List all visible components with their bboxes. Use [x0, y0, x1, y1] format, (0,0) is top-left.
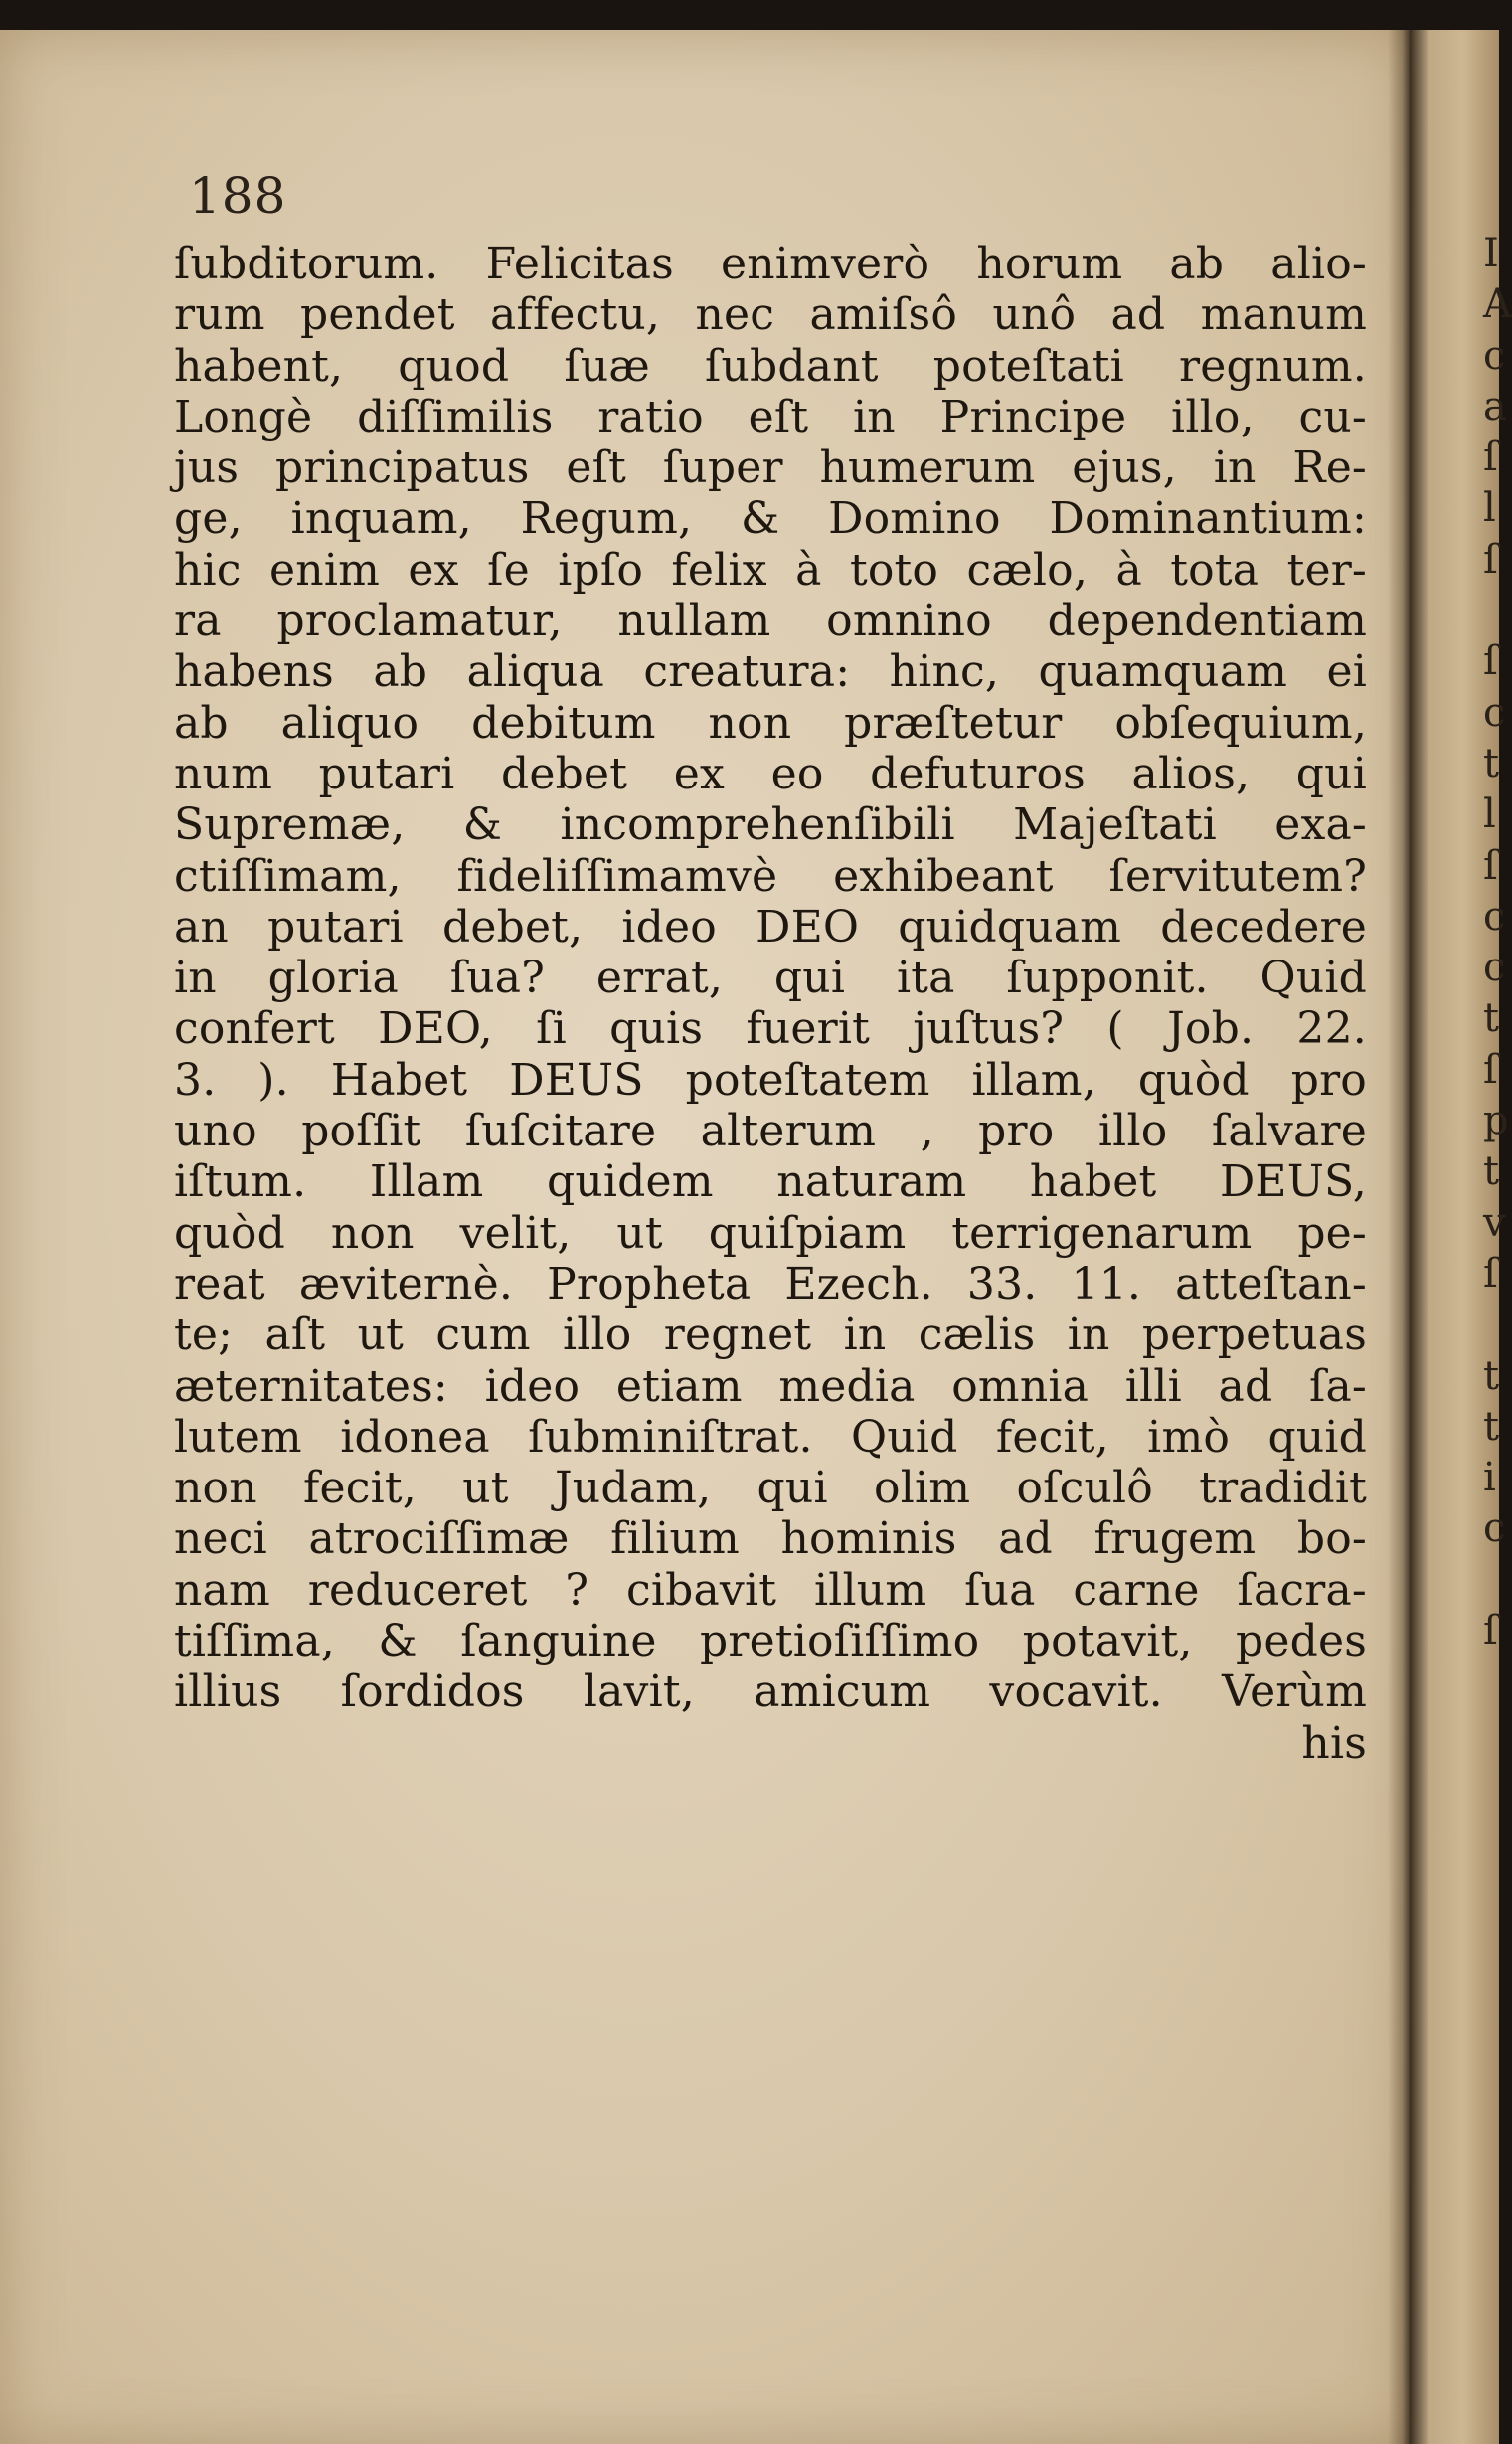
- text-line: æternitates: ideo etiam media omnia illi ad ſa-: [174, 1360, 1367, 1412]
- facing-letter: ſ: [1483, 1250, 1498, 1297]
- page-number: 188: [189, 167, 287, 225]
- text-line: Supremæ, & incomprehenſibili Majeſtati exa-: [174, 799, 1367, 851]
- facing-letter: t: [1483, 1352, 1500, 1399]
- text-line: reat æviternè. Propheta Ezech. 33. 11. atteſtan-: [174, 1258, 1367, 1309]
- text-line: non fecit, ut Judam, qui olim oſculô tradidit: [174, 1463, 1367, 1514]
- facing-letter: t: [1483, 995, 1500, 1042]
- facing-letter: [1483, 1300, 1499, 1350]
- facing-page-letters: [1483, 229, 1512, 1708]
- text-line: in gloria ſua? errat, qui ita ſupponit. Quid: [174, 953, 1367, 1004]
- facing-letter: c: [1483, 945, 1506, 991]
- text-line: an putari debet, ideo DEO quidquam decedere: [174, 901, 1367, 953]
- text-line: habens ab aliqua creatura: hinc, quamquam ei: [174, 646, 1367, 698]
- facing-letter: t: [1483, 740, 1500, 786]
- facing-letter: ſ: [1483, 1046, 1498, 1093]
- facing-letter: p: [1483, 1098, 1509, 1144]
- text-line: confert DEO, ſi quis fuerit juſtus? ( Job. 22.: [174, 1003, 1367, 1055]
- facing-letter: A: [1483, 281, 1512, 328]
- facing-letter: ſ: [1483, 536, 1498, 583]
- text-line: ab aliquo debitum non præſtetur obſequium,: [174, 697, 1367, 749]
- facing-letter: t: [1483, 1403, 1500, 1450]
- facing-letter: [1483, 586, 1499, 636]
- facing-letter: l: [1483, 791, 1496, 838]
- text-line: Longè diſſimilis ratio eſt in Principe illo, cu-: [174, 391, 1367, 442]
- text-line: quòd non velit, ut quiſpiam terrigenarum pe-: [174, 1207, 1367, 1259]
- text-line: ſubditorum. Felicitas enimverò horum ab alio-: [174, 239, 1367, 289]
- text-line: habent, quod ſuæ ſubdant poteſtati regnum.: [174, 340, 1367, 392]
- facing-letter: ſ: [1483, 842, 1498, 889]
- text-line: nam reduceret ? cibavit illum ſua carne ſacra-: [174, 1564, 1367, 1616]
- text-line: illius ſordidos lavit, amicum vocavit. Verùm: [174, 1666, 1367, 1718]
- facing-letter: [1483, 1555, 1499, 1606]
- facing-letter: v: [1483, 1199, 1506, 1246]
- text-line: ra proclamatur, nullam omnino dependentiam: [174, 596, 1367, 647]
- catchword: his: [1301, 1717, 1367, 1769]
- facing-letter: c: [1483, 332, 1506, 379]
- facing-letter: a: [1483, 383, 1507, 430]
- text-line: ctiſſimam, fideliſſimamvè exhibeant ſervitutem?: [174, 850, 1367, 902]
- text-line: tiſſima, & ſanguine pretioſiſſimo potavit, pedes: [174, 1616, 1367, 1667]
- facing-letter: [1483, 1657, 1499, 1707]
- text-line: neci atrociſſimæ filium hominis ad frugem bo-: [174, 1513, 1367, 1565]
- facing-letter: ſ: [1483, 1608, 1498, 1655]
- text-line: te; aſt ut cum illo regnet in cælis in perpetuas: [174, 1309, 1367, 1361]
- text-line: jus principatus eſt ſuper humerum ejus, in Re-: [174, 442, 1367, 494]
- page-gutter-shadow: [1388, 30, 1412, 2444]
- text-line: num putari debet ex eo defuturos alios, qui: [174, 748, 1367, 799]
- facing-letter: ſ: [1483, 638, 1498, 685]
- facing-letter: c: [1483, 689, 1506, 736]
- text-line: uno poſſit ſuſcitare alterum , pro illo ſalvare: [174, 1106, 1367, 1157]
- facing-letter: l: [1483, 485, 1496, 532]
- facing-letter: c: [1483, 1505, 1506, 1552]
- text-line: rum pendet affectu, nec amiſsô unô ad manum: [174, 289, 1367, 341]
- facing-letter: c: [1483, 893, 1506, 940]
- facing-letter: t: [1483, 1148, 1500, 1195]
- text-line: ge, inquam, Regum, & Domino Dominantium:: [174, 493, 1367, 545]
- text-line: hic enim ex ſe ipſo felix à toto cælo, à tota ter-: [174, 544, 1367, 596]
- text-line: lutem idonea ſubminiſtrat. Quid fecit, imò quid: [174, 1411, 1367, 1463]
- body-text: [174, 239, 1367, 1769]
- facing-letter: ſ: [1483, 435, 1498, 481]
- text-line: iſtum. Illam quidem naturam habet DEUS,: [174, 1156, 1367, 1208]
- text-line: 3. ). Habet DEUS poteſtatem illam, quòd pro: [174, 1054, 1367, 1106]
- facing-letter: i: [1483, 1455, 1496, 1501]
- facing-letter: I: [1483, 231, 1499, 276]
